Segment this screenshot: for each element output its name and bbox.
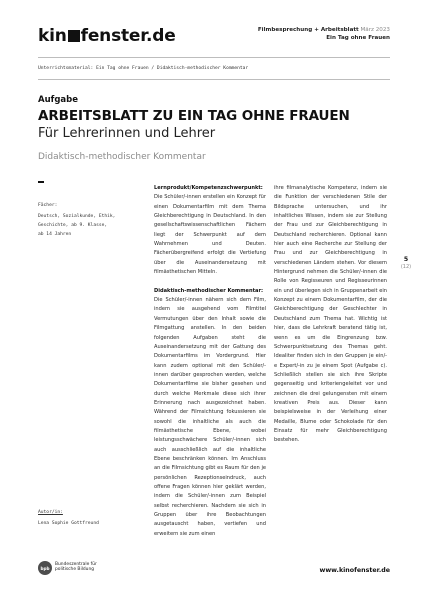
film-title: Ein Tag ohne Frauen bbox=[326, 34, 390, 41]
header-meta bbox=[258, 27, 390, 42]
autor-label: Autor/in: bbox=[38, 510, 63, 515]
faecher-line: ab 14 Jahren bbox=[38, 232, 72, 237]
page-number-total: (12) bbox=[400, 264, 412, 270]
faecher-line: Deutsch, Sozialkunde, Ethik, bbox=[38, 214, 116, 219]
page-title: ARBEITSBLATT ZU EIN TAG OHNE FRAUEN bbox=[38, 108, 350, 124]
doc-date: März 2023 bbox=[360, 27, 390, 33]
bpb-line: politische Bildung bbox=[55, 567, 95, 573]
kinofenster-logo[interactable] bbox=[38, 26, 176, 46]
dash-marker bbox=[38, 181, 44, 183]
breadcrumb-divider bbox=[38, 79, 390, 80]
bpb-circle-icon: bpb bbox=[38, 561, 52, 575]
logo-square-icon bbox=[68, 30, 80, 42]
page-number bbox=[396, 256, 416, 270]
page-number-current: 5 bbox=[403, 256, 409, 263]
logo-text-left: kin bbox=[38, 26, 67, 46]
page-teaser: Didaktisch-methodischer Kommentar bbox=[38, 152, 206, 162]
section-label: Aufgabe bbox=[38, 95, 78, 105]
paragraph-continued: ihre filmanalytische Kompetenz, indem sie die Funktion der verschiedenen Stile der Bildsprache untersuchen, und ihr inhaltliches Wissen, indem sie zur Stellung der Frau und zur Gleichberechtigung in Deutschland recherchieren. Optional kann hier auch eine Recherche zur Stellung der Frau und zur Gleichberechtigung in verschiedenen Ländern stehen. Vor diesem Hintergrund nehmen die Schüler/-innen die Rolle von Regisseuren und Regisseurinnen ein und überlegen sich in Gruppenarbeit ein Konzept zu einem Dokumentarfilm, der die Gleichberechtigung der Geschlechter in Deutschland zum Thema hat. Wichtig ist hier, dass die Lehrkraft beratend tätig ist, wenn es um die Eingrenzung bzw. Schwerpunktsetzung des Themas geht. Idealiter finden sich in den Gruppen je ein/-e Expert/-in zu je einem Spot (Aufgabe c). Schließlich stellen sie sich ihre Skripte gegenseitig und kriteriengeleitet vor und zeichnen die drei gelungensten mit einem kreativen Preis aus. Dieser kann beispielsweise in der Verleihung einer Medaille, Blume oder Schokolade für den Einsatz für mehr Gleichberechtigung bestehen. bbox=[274, 185, 387, 444]
paragraph-lernprodukt: Die Schüler/-innen erstellen ein Konzept für einen Dokumentarfilm mit dem Thema Gleichberechtigung in Deutschland. In den gesellschaftswissenschaftlichen Fächern liegt der Schwerpunkt auf dem Wahrnehmen und Deuten. Fächerübergreifend erfolgt die Vertiefung über die Auseinandersetzung mit filmästhetischen Mitteln. bbox=[154, 194, 266, 276]
paragraph-kommentar: Die Schüler/-innen nähern sich dem Film, indem sie ausgehend vom Filmtitel Vermutungen über den Inhalt sowie die Filmgattung anstellen. In den beiden folgenden Aufgaben steht die Auseinandersetzung mit der Gattung des Dokumentarfilms im Vordergrund. Hier kann zudem optional mit den Schüler/-innen darüber gesprochen werden, welche Dokumentarfilme sie bisher gesehen und durch welche Merkmale diese sich ihrer Erinnerung nach ausgezeichnet haben. Während der Filmsichtung fokussieren sie sowohl die inhaltliche als auch die filmästhetische Ebene, wobei leistungsschwächere Schüler/-innen sich auch ausschließlich auf die inhaltliche Ebene beschränken können. Im Anschluss an die Filmsichtung gibt es Raum für den je persönlichen Rezeptionseindruck, auch offene Fragen können hier geklärt werden, indem die Schüler/-innen zum Beispiel selbst recherchieren. Nachdem sie sich in Gruppen über ihre Beobachtungen ausgetauscht haben, vertiefen und erweitern sie zum einen bbox=[154, 297, 266, 537]
bpb-line: Bundeszentrale für bbox=[55, 562, 97, 567]
autor-name: Lena Sophie Gottfreund bbox=[38, 521, 99, 526]
footer-url-link[interactable]: www.kinofenster.de bbox=[319, 567, 390, 574]
faecher-list bbox=[38, 212, 138, 239]
heading-kommentar: Didaktisch-methodischer Kommentar: bbox=[154, 287, 264, 294]
breadcrumb: Unterrichtsmaterial: Ein Tag ohne Frauen / Didaktisch-methodischer Kommentar bbox=[38, 66, 249, 71]
faecher-label: Fächer: bbox=[38, 203, 58, 208]
page-header bbox=[38, 26, 390, 48]
page-subtitle: Für Lehrerinnen und Lehrer bbox=[38, 126, 216, 141]
bpb-logo[interactable] bbox=[38, 560, 118, 582]
text-column-1 bbox=[154, 184, 266, 548]
header-divider bbox=[38, 57, 390, 58]
text-column-2 bbox=[274, 184, 387, 455]
logo-text-right: fenster.de bbox=[80, 26, 176, 46]
heading-lernprodukt: Lernprodukt/Kompetenzschwerpunkt: bbox=[154, 185, 263, 191]
doc-type: Filmbesprechung + Arbeitsblatt bbox=[257, 27, 359, 33]
faecher-line: Geschichte, ab 9. Klasse, bbox=[38, 223, 108, 228]
bpb-name bbox=[55, 562, 97, 572]
